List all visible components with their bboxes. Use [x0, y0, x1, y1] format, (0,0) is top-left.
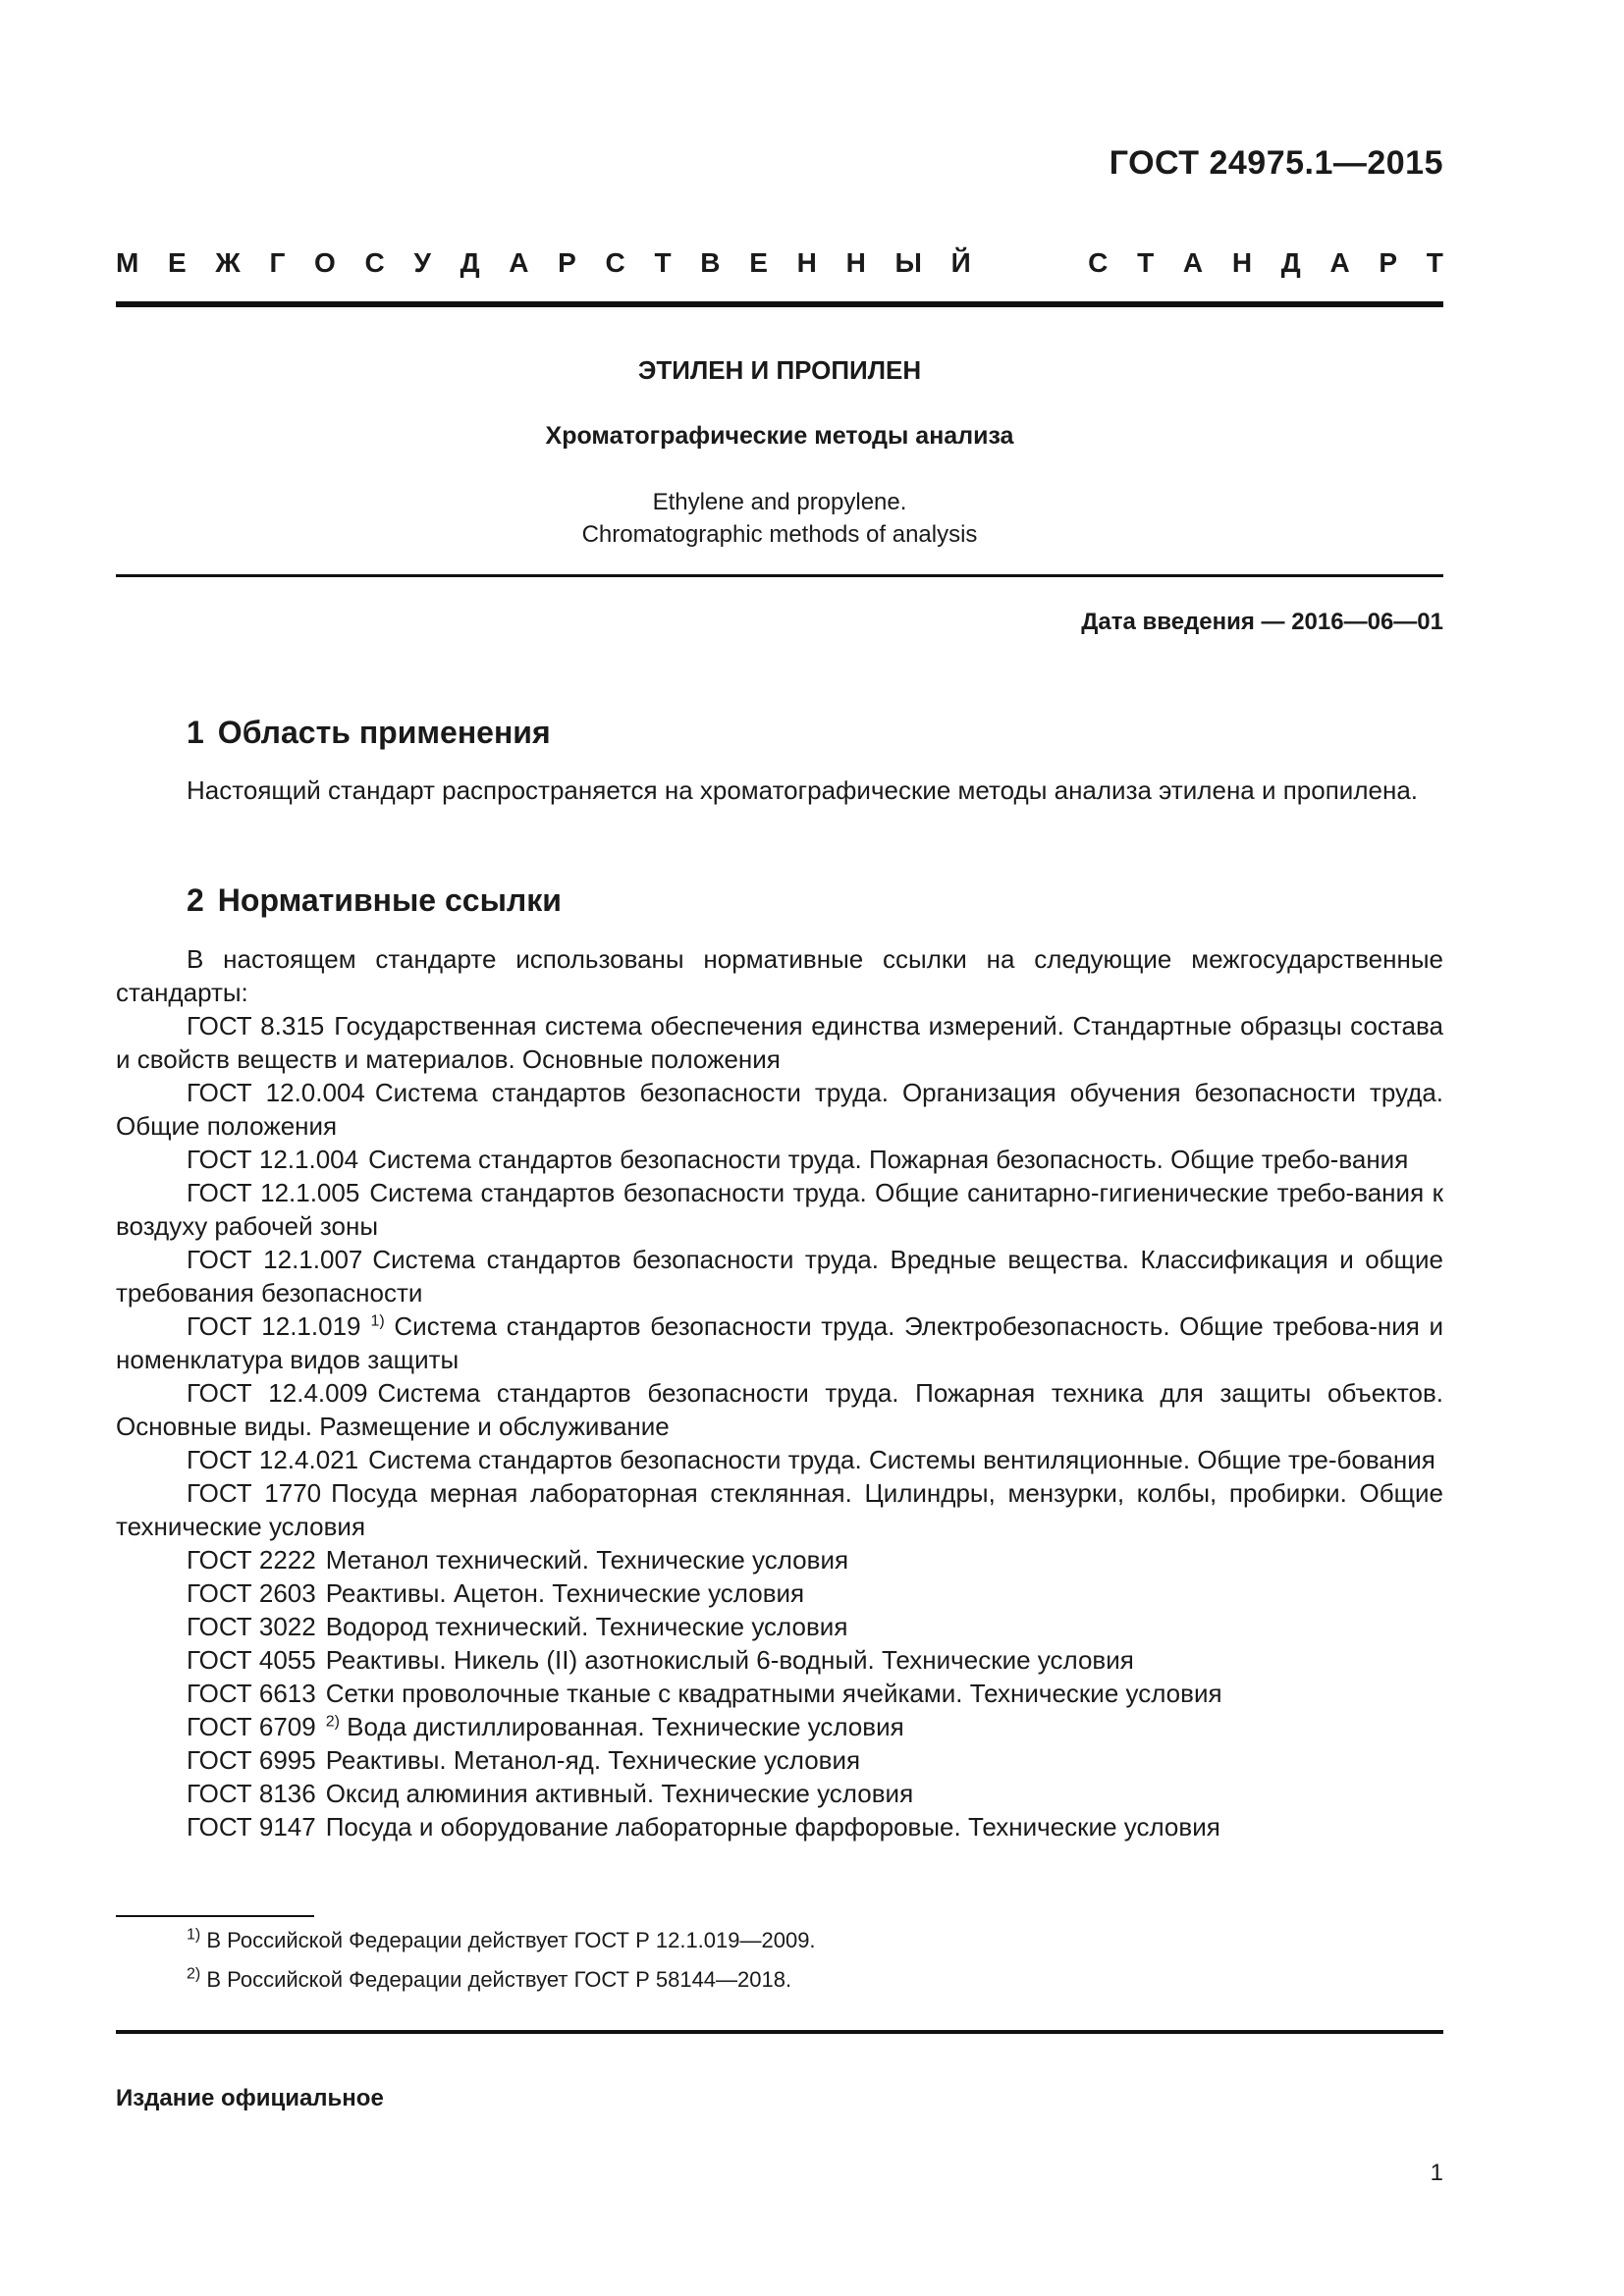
banner-word-gap	[1000, 247, 1058, 279]
section-2-heading	[187, 882, 562, 919]
reference-code: ГОСТ 4055	[187, 1645, 316, 1675]
footnote-1	[187, 1926, 816, 1955]
reference-code: ГОСТ 12.1.019	[187, 1311, 361, 1341]
banner-letter: Р	[1379, 247, 1398, 278]
section-1-paragraph: Настоящий стандарт распространяется на хроматографические методы анализа этилена и пропилена.	[187, 775, 1419, 805]
reference-title: Система стандартов безопасности труда. Общие санитарно-гигиенические требо-вания к воздуху рабочей зоны	[116, 1178, 1443, 1241]
reference-item	[116, 1476, 1443, 1543]
reference-item	[116, 1176, 1443, 1243]
section-1-title: Область применения	[217, 715, 551, 750]
reference-title: Посуда и оборудование лабораторные фарфоровые. Технические условия	[325, 1812, 1220, 1842]
title-rule	[116, 574, 1443, 577]
banner-letter: Е	[168, 247, 187, 278]
reference-title: Водород технический. Технические условия	[325, 1612, 848, 1641]
reference-code: ГОСТ 12.1.007	[187, 1245, 363, 1274]
banner-letter: Ы	[894, 247, 922, 278]
reference-list	[116, 1009, 1443, 1843]
banner-letter: Д	[1280, 247, 1301, 278]
section-1-number: 1	[187, 715, 204, 750]
banner-letter: Г	[269, 247, 286, 278]
section-2-intro	[116, 942, 1443, 1009]
reference-item	[116, 1677, 1443, 1710]
reference-title: Государственная система обеспечения единства измерений. Стандартные образцы состава и свойств веществ и материалов. Основные положения	[116, 1011, 1443, 1074]
reference-item	[116, 1009, 1443, 1076]
banner-letter: С	[364, 247, 385, 278]
reference-title: Сетки проволочные тканые с квадратными ячейками. Технические условия	[325, 1679, 1222, 1708]
reference-title: Реактивы. Никель (II) азотнокислый 6-водный. Технические условия	[325, 1645, 1134, 1675]
reference-item	[116, 1543, 1443, 1576]
interstate-standard-banner	[116, 247, 1443, 279]
reference-item	[116, 1376, 1443, 1443]
banner-letter: Ж	[215, 247, 241, 278]
reference-title: Метанол технический. Технические условия	[325, 1545, 849, 1575]
footnote-rule	[116, 1915, 314, 1917]
page-number: 1	[1430, 2160, 1443, 2186]
banner-letter: Т	[1137, 247, 1155, 278]
introduction-date: Дата введения — 2016—06—01	[1081, 609, 1443, 635]
reference-code: ГОСТ 3022	[187, 1612, 316, 1641]
reference-item	[116, 1243, 1443, 1309]
section-1-text	[116, 774, 1443, 807]
banner-letter: А	[1182, 247, 1204, 278]
header-rule	[116, 301, 1443, 307]
document-subtitle: Хроматографические методы анализа	[545, 422, 1014, 450]
banner-letter: Т	[1426, 247, 1443, 278]
reference-item	[116, 1777, 1443, 1810]
banner-letter: Й	[950, 247, 971, 278]
banner-letter: У	[413, 247, 431, 278]
english-title	[116, 486, 1443, 551]
standard-number: ГОСТ 24975.1—2015	[1109, 144, 1443, 182]
official-edition-label: Издание официальное	[116, 2085, 384, 2111]
english-title-line-1: Ethylene and propylene.	[652, 489, 907, 515]
banner-letter: Е	[749, 247, 768, 278]
banner-letter: А	[1329, 247, 1350, 278]
reference-code: ГОСТ 12.4.021	[187, 1445, 359, 1474]
reference-code: ГОСТ 8.315	[187, 1011, 325, 1041]
reference-title: Оксид алюминия активный. Технические условия	[325, 1779, 914, 1808]
section-2-intro-text: В настоящем стандарте использованы нормативные ссылки на следующие межгосударственные стандарты:	[116, 944, 1443, 1007]
section-2-title: Нормативные ссылки	[217, 882, 562, 918]
document-title: ЭТИЛЕН И ПРОПИЛЕН	[637, 355, 922, 385]
section-1-heading	[187, 715, 551, 751]
reference-code: ГОСТ 12.1.005	[187, 1178, 360, 1207]
reference-item	[116, 1076, 1443, 1143]
banner-letter: О	[314, 247, 336, 278]
reference-title: Вода дистиллированная. Технические условия	[347, 1712, 904, 1741]
reference-title: Система стандартов безопасности труда. Пожарная техника для защиты объектов. Основные виды. Размещение и обслуживание	[116, 1378, 1443, 1441]
reference-code: ГОСТ 12.0.004	[187, 1078, 365, 1107]
reference-item	[116, 1309, 1443, 1376]
reference-item	[116, 1576, 1443, 1610]
reference-title: Система стандартов безопасности труда. Вредные вещества. Классификация и общие требования безопасности	[116, 1245, 1443, 1308]
footnote-marker: 1)	[370, 1312, 385, 1330]
banner-letter: Н	[1231, 247, 1253, 278]
section-2-number: 2	[187, 882, 204, 918]
reference-item	[116, 1610, 1443, 1643]
footnote-1-mark: 1)	[187, 1926, 201, 1944]
banner-letter: М	[116, 247, 139, 278]
reference-title: Посуда мерная лабораторная стеклянная. Цилиндры, мензурки, колбы, пробирки. Общие технические условия	[116, 1478, 1443, 1541]
reference-code: ГОСТ 8136	[187, 1779, 316, 1808]
reference-title: Реактивы. Ацетон. Технические условия	[325, 1578, 805, 1608]
reference-item	[116, 1743, 1443, 1777]
reference-item	[116, 1643, 1443, 1677]
reference-item	[116, 1810, 1443, 1843]
reference-title: Система стандартов безопасности труда. Пожарная безопасность. Общие требо-вания	[368, 1145, 1409, 1174]
reference-item	[116, 1143, 1443, 1176]
footnote-marker: 2)	[325, 1713, 340, 1731]
banner-letter: А	[509, 247, 529, 278]
english-title-line-2: Chromatographic methods of analysis	[581, 521, 978, 548]
banner-letter: Н	[796, 247, 817, 278]
banner-letter: Р	[558, 247, 576, 278]
footer-rule	[116, 2030, 1443, 2034]
reference-code: ГОСТ 12.1.004	[187, 1145, 359, 1174]
reference-title: Система стандартов безопасности труда. Организация обучения безопасности труда. Общие положения	[116, 1078, 1443, 1141]
footnote-2-mark: 2)	[187, 1965, 201, 1983]
footnote-2-text: В Российской Федерации действует ГОСТ Р 58144—2018.	[206, 1967, 792, 1992]
banner-letter: Н	[845, 247, 866, 278]
reference-title: Реактивы. Метанол-яд. Технические условия	[325, 1745, 861, 1775]
reference-code: ГОСТ 6709	[187, 1712, 316, 1741]
reference-code: ГОСТ 6995	[187, 1745, 316, 1775]
banner-letter: Т	[654, 247, 672, 278]
footnote-2	[187, 1965, 791, 1995]
banner-letter: Д	[460, 247, 480, 278]
reference-code: ГОСТ 9147	[187, 1812, 316, 1842]
reference-code: ГОСТ 12.4.009	[187, 1378, 368, 1408]
banner-letter: С	[1088, 247, 1109, 278]
reference-item	[116, 1710, 1443, 1743]
reference-code: ГОСТ 1770	[187, 1478, 322, 1508]
reference-title: Система стандартов безопасности труда. Системы вентиляционные. Общие тре-бования	[368, 1445, 1435, 1474]
reference-code: ГОСТ 2603	[187, 1578, 316, 1608]
reference-item	[116, 1443, 1443, 1476]
footnote-1-text: В Российской Федерации действует ГОСТ Р 12.1.019—2009.	[206, 1928, 816, 1952]
banner-letter: В	[700, 247, 721, 278]
reference-code: ГОСТ 2222	[187, 1545, 316, 1575]
reference-code: ГОСТ 6613	[187, 1679, 316, 1708]
reference-title: Система стандартов безопасности труда. Электробезопасность. Общие требова-ния и номенклатура видов защиты	[116, 1311, 1443, 1374]
banner-letter: С	[605, 247, 625, 278]
